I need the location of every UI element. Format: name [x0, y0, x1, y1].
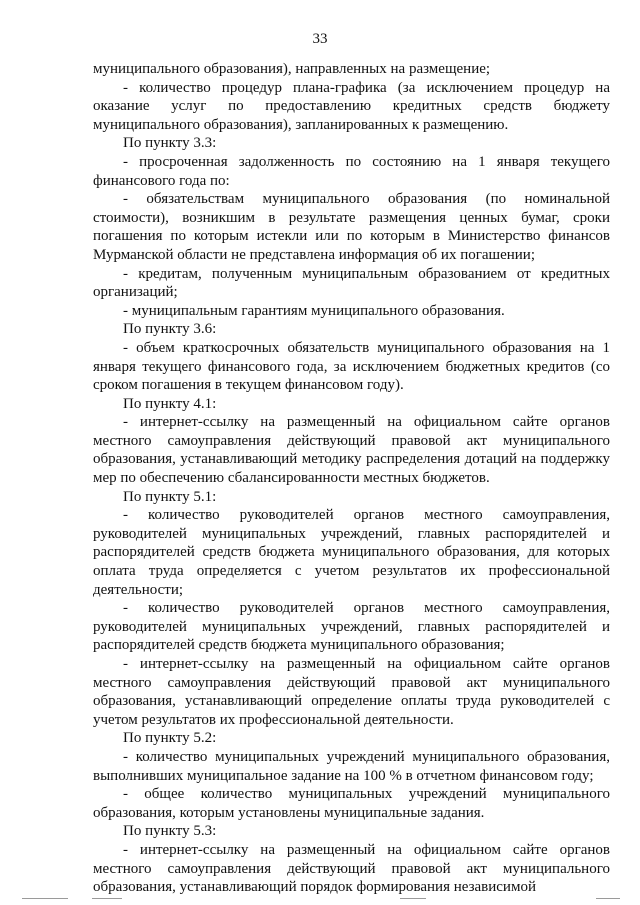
paragraph-4: - обязательствам муниципального образования (по номинальной стоимости), возникшим в результате размещения ценных бумаг, сроки погашения по которым истекли или по которым в Министерство финансов Мурманской области не представлена информация об их погашении;: [93, 191, 610, 263]
page-number: 33: [312, 31, 328, 47]
scan-mark: [22, 898, 68, 899]
paragraph-19: - интернет-ссылку на размещенный на официальном сайте органов местного самоуправления действующий правовой акт муниципального образования, устанавливающий порядок формирования независимой: [93, 841, 610, 896]
paragraph-8: - объем краткосрочных обязательств муниципального образования на 1 января текущего финансового года, за исключением бюджетных кредитов (со сроком погашения в текущем финансовом году).: [93, 339, 610, 394]
paragraph-6: - муниципальным гарантиям муниципального образования.: [123, 302, 505, 319]
paragraph-5: - кредитам, полученным муниципальным образованием от кредитных организаций;: [93, 265, 610, 301]
paragraph-9: По пункту 4.1:: [123, 395, 217, 412]
paragraph-12: - количество руководителей органов местного самоуправления, руководителей муниципальных учреждений, главных распорядителей и распорядителей средств бюджета муниципального образования, для которых оплата труда определяется с учетом результатов их профессиональной деятельности;: [93, 507, 610, 598]
paragraph-2: По пункту 3.3:: [123, 135, 217, 152]
scan-mark: [400, 898, 426, 899]
scan-mark: [92, 898, 122, 899]
paragraph-1: - количество процедур плана-графика (за исключением процедур на оказание услуг по предоставлению кредитных средств бюджету муниципального образования), запланированных к размещению.: [93, 79, 610, 133]
paragraph-18: По пункту 5.3:: [123, 823, 217, 840]
paragraph-7: По пункту 3.6:: [123, 321, 217, 338]
scan-mark: [596, 898, 620, 899]
paragraph-13: - количество руководителей органов местного самоуправления, руководителей муниципальных учреждений, главных распорядителей и распорядителей средств бюджета муниципального образования;: [93, 600, 610, 654]
scan-edge-marks: [0, 896, 640, 902]
document-body: [93, 60, 610, 897]
paragraph-11: По пункту 5.1:: [123, 488, 217, 505]
paragraph-17: - общее количество муниципальных учреждений муниципального образования, которым установлены муниципальные задания.: [93, 786, 610, 821]
paragraph-10: - интернет-ссылку на размещенный на официальном сайте органов местного самоуправления действующий правовой акт муниципального образования, устанавливающий методику распределения дотаций на поддержку мер по обеспечению сбалансированности местных бюджетов.: [93, 414, 610, 487]
paragraph-15: По пункту 5.2:: [123, 730, 217, 747]
paragraph-0: муниципального образования), направленных на размещение;: [93, 61, 491, 77]
paragraph-16: - количество муниципальных учреждений муниципального образования, выполнивших муниципальное задание на 100 % в отчетном финансовом году;: [93, 748, 610, 784]
paragraph-14: - интернет-ссылку на размещенный на официальном сайте органов местного самоуправления действующий правовой акт муниципального образования, устанавливающий определение оплаты труда руководителей с учетом результатов их профессиональной деятельности.: [93, 656, 610, 728]
paragraph-3: - просроченная задолженность по состоянию на 1 января текущего финансового года по:: [93, 153, 610, 189]
